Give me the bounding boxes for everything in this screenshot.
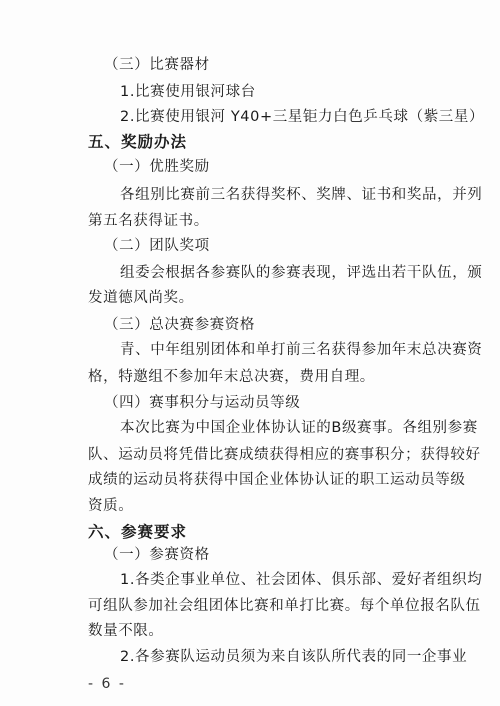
- subsection-heading: （二）团队奖项: [104, 238, 210, 254]
- paragraph-line: 青、中年组别团体和单打前三名获得参加年末总决赛资: [120, 342, 483, 358]
- subsection-heading: （一）优胜奖励: [104, 159, 210, 175]
- subsection-heading: （三）总决赛参赛资格: [104, 317, 255, 333]
- section-heading: 五、奖励办法: [88, 133, 188, 151]
- section-heading: 六、参赛要求: [88, 523, 188, 541]
- paragraph-line: 队、运动员将凭借比赛成绩获得相应的赛事积分；获得较好: [88, 447, 481, 463]
- subsection-heading: （一）参赛资格: [104, 547, 210, 563]
- paragraph-line: 1.各类企事业单位、社会团体、俱乐部、爱好者组织均: [120, 572, 483, 588]
- paragraph-line: 资质。: [88, 498, 134, 514]
- paragraph-line: 发道德风尚奖。: [88, 290, 194, 306]
- page-number: - 6 -: [88, 676, 126, 692]
- paragraph-line: 本次比赛为中国企业体协认证的B级赛事。各组别参赛: [120, 420, 478, 436]
- paragraph-line: 2.各参赛队运动员须为来自该队所代表的同一企事业: [120, 649, 468, 665]
- paragraph-line: 1.比赛使用银河球台: [120, 84, 256, 100]
- paragraph-line: 数量不限。: [88, 623, 164, 639]
- paragraph-line: 组委会根据各参赛队的参赛表现，评选出若干队伍，颁: [120, 265, 483, 281]
- subsection-heading: （三）比赛器材: [104, 57, 210, 73]
- paragraph-line: 格，特邀组不参加年末总决赛，费用自理。: [88, 369, 375, 385]
- paragraph-line: 各组别比赛前三名获得奖杯、奖牌、证书和奖品，并列: [120, 187, 483, 203]
- paragraph-line: 2.比赛使用银河 Y40+三星钜力白色乒乓球（紫三星）: [120, 109, 485, 125]
- paragraph-line: 可组队参加社会组团体比赛和单打比赛。每个单位报名队伍: [88, 598, 481, 614]
- subsection-heading: （四）赛事积分与运动员等级: [104, 395, 301, 411]
- paragraph-line: 第五名获得证书。: [88, 213, 209, 229]
- paragraph-line: 成绩的运动员将获得中国企业体协认证的职工运动员等级: [88, 472, 466, 488]
